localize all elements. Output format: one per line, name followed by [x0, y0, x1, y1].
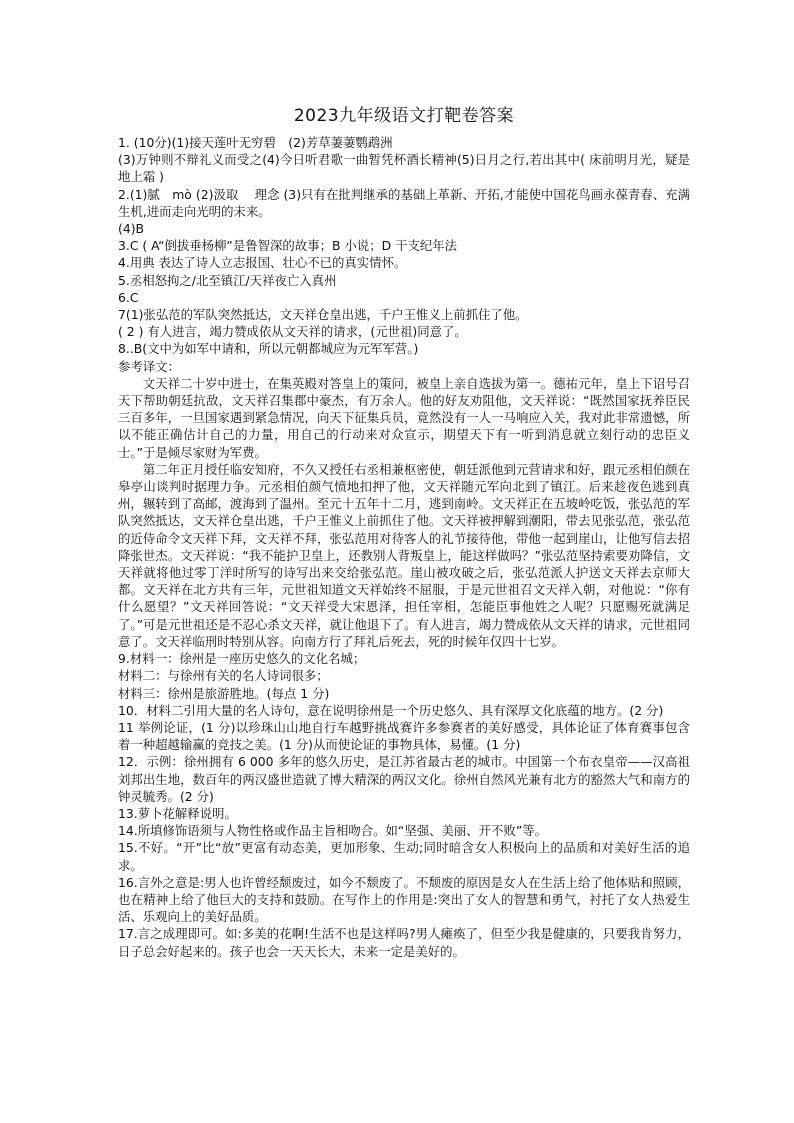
- answer-line: 12．示例：徐州拥有 6 000 多年的悠久历史，是江苏省最古老的城市。中国第一个布衣皇帝——汉高祖刘邦出生地，数百年的两汉盛世造就了博大精深的两汉文化。徐州自然风光兼有北方的豁然大气和南方的钟灵毓秀。(2 分): [118, 754, 690, 804]
- answer-line: 3.C ( A“倒拔垂杨柳”是鲁智深的故事；B 小说；D 干支纪年法: [118, 238, 458, 254]
- answer-line: (3)万钟则不辩礼义而受之(4)今日听君歌一曲暂凭杯酒长精神(5)日月之行,若出其中( 床前明月光，疑是地上霜 ): [118, 152, 690, 185]
- answer-line: 5.丞相怒拘之/北至镇江/天祥夜亡入真州: [118, 272, 337, 288]
- answer-line: ( 2 ) 有人进言，竭力赞成依从文天祥的请求，(元世祖)同意了。: [118, 324, 467, 340]
- answer-line: 9.材料一：徐州是一座历史悠久的文化名城；: [118, 651, 366, 667]
- answer-line: 材料二：与徐州有关的名人诗词很多；: [118, 668, 329, 684]
- answer-sheet: [118, 104, 690, 960]
- translation-paragraph: 文天祥二十岁中进士，在集英殿对答皇上的策问，被皇上亲自选拔为第一。德祐元年，皇上下诏号召天下帮助朝廷抗敌，文天祥召集郡中豪杰，有万余人。他的好友劝阻他，文天祥说：“既然国家抚养臣民三百多年，一旦国家遇到紧急情况，向天下征集兵员，竟然没有一人一马响应入关，我对此非常遗憾，所以不能正确估计自己的力量，用自己的行动来对众宣示，期望天下有一听到消息就立刻行动的忠臣义士。”于是倾尽家财为军费。: [118, 375, 690, 460]
- answer-line: 11 举例论证，(1 分)以珍珠山山地自行车越野挑战赛许多参赛者的美好感受，具体论证了体育赛事包含着一种超越输赢的竞技之美。(1 分)从而使论证的事物具体，易懂。(1 分): [118, 719, 690, 753]
- answer-line: 17.言之成理即可。如:多美的花啊!生活不也是这样吗?男人瘫痪了，但至少我是健康的，只要我肯努力，日子总会好起来的。孩子也会一天天长大，未来一定是美好的。: [118, 926, 690, 959]
- answer-line: 10．材料二引用大量的名人诗句，意在说明徐州是一个历史悠久、具有深厚文化底蕴的地方。(2 分): [118, 702, 664, 718]
- answer-line: 14.所填修饰语须与人物性格或作品主旨相吻合。如“坚强、美丽、开不败”等。: [118, 823, 548, 839]
- answer-line: 7(1)张弘范的军队突然抵达，文天祥仓皇出逃，千户王惟义上前抓住了他。: [118, 307, 528, 323]
- answer-line: 材料三：徐州是旅游胜地。(每点 1 分): [118, 685, 330, 701]
- answer-line: 6.C: [118, 289, 139, 305]
- answer-line: 13.萝卜花解释说明。: [118, 805, 237, 821]
- answer-line: 15.不好。“开”比“放”更富有动态美，更加形象、生动;同时暗含女人积极向上的品质和对美好生活的追求。: [118, 840, 690, 873]
- answer-line: (4)B: [118, 221, 145, 237]
- translation-heading: 参考译文：: [118, 358, 180, 374]
- translation-paragraph: 第二年正月授任临安知府，不久又授任右丞相兼枢密使，朝廷派他到元营请求和好，跟元丞相伯颜在皋亭山谈判时据理力争。元丞相伯颜气愤地扣押了他，文天祥随元军向北到了镇江。后来趁夜色逃到真州，辗转到了高邮，渡海到了温州。至元十五年十二月，逃到南岭。文天祥正在五坡岭吃饭，张弘范的军队突然抵达，文天祥仓皇出逃，千户王惟义上前抓住了他。文天祥被押解到潮阳，带去见张弘范，张弘范的近侍命令文天祥下拜，文天祥不拜，张弘范用对待客人的礼节接待他，带他一起到崖山，让他写信去招降张世杰。文天祥说：“我不能护卫皇上，还教别人背叛皇上，能这样做吗？”张弘范坚持索要劝降信，文天祥就将他过零丁洋时所写的诗写出来交给张弘范。崖山被攻破之后，张弘范派人护送文天祥去京师大都。文天祥在北方共有三年，元世祖知道文天祥始终不屈服，于是元世祖召文天祥入朝，对他说：“你有什么愿望？”文天祥回答说：“文天祥受大宋恩泽，担任宰相，怎能臣事他姓之人呢？只愿赐死就满足了。”可是元世祖还是不忍心杀文天祥，就让他退下了。有人进言，竭力赞成依从文天祥的请求，元世祖同意了。文天祥临刑时特别从容。向南方行了拜礼后死去，死的时候年仅四十七岁。: [118, 461, 690, 649]
- answer-line: 2.(1)腻 mò (2)汲取 理念 (3)只有在批判继承的基础上革新、开拓,才能使中国花鸟画永葆青春、充满生机,进而走向光明的未来。: [118, 186, 690, 219]
- page-title: 2023九年级语文打靶卷答案: [293, 106, 515, 126]
- answer-line: 1. (10分)(1)接天莲叶无穷碧 (2)芳草萋萋鹦鹉洲: [118, 135, 393, 150]
- answer-line: 8..B(文中为如军中请和，所以元朝都城应为元军军营。): [118, 341, 419, 357]
- answer-line: 4.用典 表达了诗人立志报国、壮心不已的真实情怀。: [118, 255, 407, 271]
- answer-line: 16.言外之意是:男人也许曾经颓废过，如今不颓废了。不颓废的原因是女人在生活上给了他体贴和照顾，也在精神上给了他巨大的支持和鼓励。在写作上的作用是:突出了女人的智慧和勇气，衬托了女人热爱生活、乐观向上的美好品质。: [118, 874, 690, 925]
